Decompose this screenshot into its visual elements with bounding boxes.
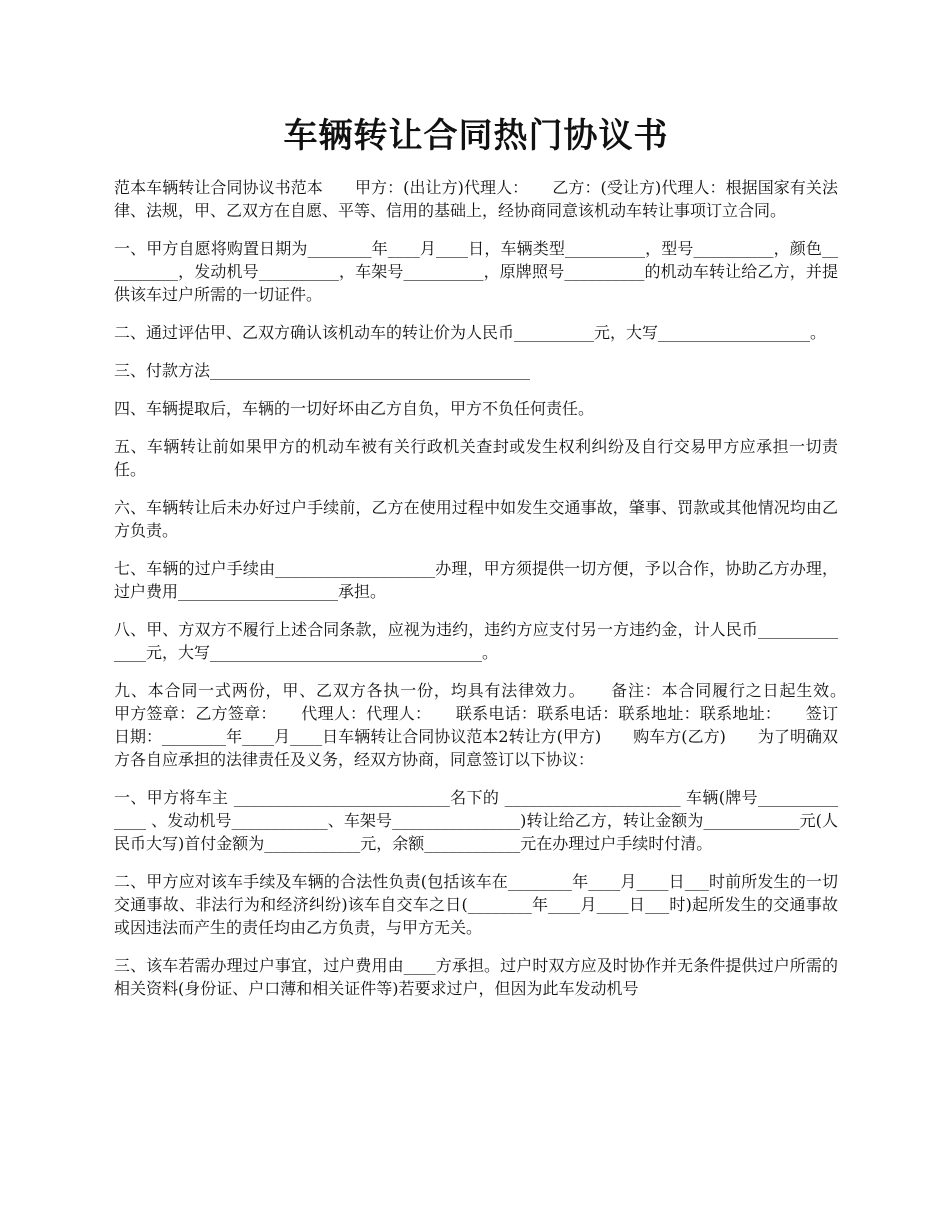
clause-2-paragraph: 二、通过评估甲、乙双方确认该机动车的转让价为人民币__________元，大写___________________。 — [114, 323, 827, 342]
agreement2-clause-1-paragraph: 一、甲方将车主 ___________________________名下的 ______________________ 车辆(牌号______________ 、发动机号____________、车架号________________)转让给乙方，转让金额为____________元(人民币大写)首付金额为____________元，余额____________元在办理过户手续时付清。 — [114, 788, 838, 853]
clause-5-paragraph: 五、车辆转让前如果甲方的机动车被有关行政机关查封或发生权利纠纷及自行交易甲方应承担一切责任。 — [114, 437, 838, 479]
clause-9-paragraph: 九、本合同一式两份，甲、乙双方各执一份，均具有法律效力。 备注：本合同履行之日起生效。 甲方签章：乙方签章： 代理人：代理人： 联系电话：联系电话：联系地址：联系地址： 签订日期：________年____月____日车辆转让合同协议范本2转让方(甲方) 购车方(乙方) 为了明确双方各自应承担的法律责任及义务，经双方协商，同意签订以下协议： — [114, 681, 871, 769]
clause-7-paragraph: 七、车辆的过户手续由____________________办理，甲方须提供一切方便，予以合作，协助乙方办理，过户费用____________________承担。 — [114, 559, 838, 601]
document-body — [114, 176, 871, 1000]
intro-paragraph: 范本车辆转让合同协议书范本 甲方：(出让方)代理人： 乙方：(受让方)代理人：根据国家有关法律、法规，甲、乙双方在自愿、平等、信用的基础上，经协商同意该机动车转让事项订立合同。 — [114, 178, 838, 220]
document-title: 车辆转让合同热门协议书 — [283, 116, 669, 156]
clause-4-paragraph: 四、车辆提取后，车辆的一切好坏由乙方自负，甲方不负任何责任。 — [114, 399, 595, 418]
clause-8-paragraph: 八、甲、方双方不履行上述合同条款，应视为违约，违约方应支付另一方违约金，计人民币______________元，大写__________________________________。 — [114, 620, 838, 662]
clause-3-paragraph: 三、付款方法________________________________________ — [114, 361, 531, 380]
agreement2-clause-2-paragraph: 二、甲方应对该车手续及车辆的合法性负责(包括该车在________年____月____日___时前所发生的一切交通事故、非法行为和经济纠纷)该车自交车之日(________年____月____日___时)起所发生的交通事故或因违法而产生的责任均由乙方负责，与甲方无关。 — [114, 872, 838, 937]
agreement2-clause-3-paragraph: 三、该车若需办理过户事宜，过户费用由____方承担。过户时双方应及时协作并无条件提供过户所需的相关资料(身份证、户口薄和相关证件等)若要求过户，但因为此车发动机号 — [114, 956, 838, 998]
clause-1-paragraph: 一、甲方自愿将购置日期为________年____月____日，车辆类型__________，型号__________，颜色__________，发动机号__________，车架号__________，原牌照号__________的机动车转让给乙方，并提供该车过户所需的一切证件。 — [114, 239, 838, 304]
clause-6-paragraph: 六、车辆转让后未办好过户手续前，乙方在使用过程中如发生交通事故，肇事、罚款或其他情况均由乙方负责。 — [114, 498, 838, 540]
